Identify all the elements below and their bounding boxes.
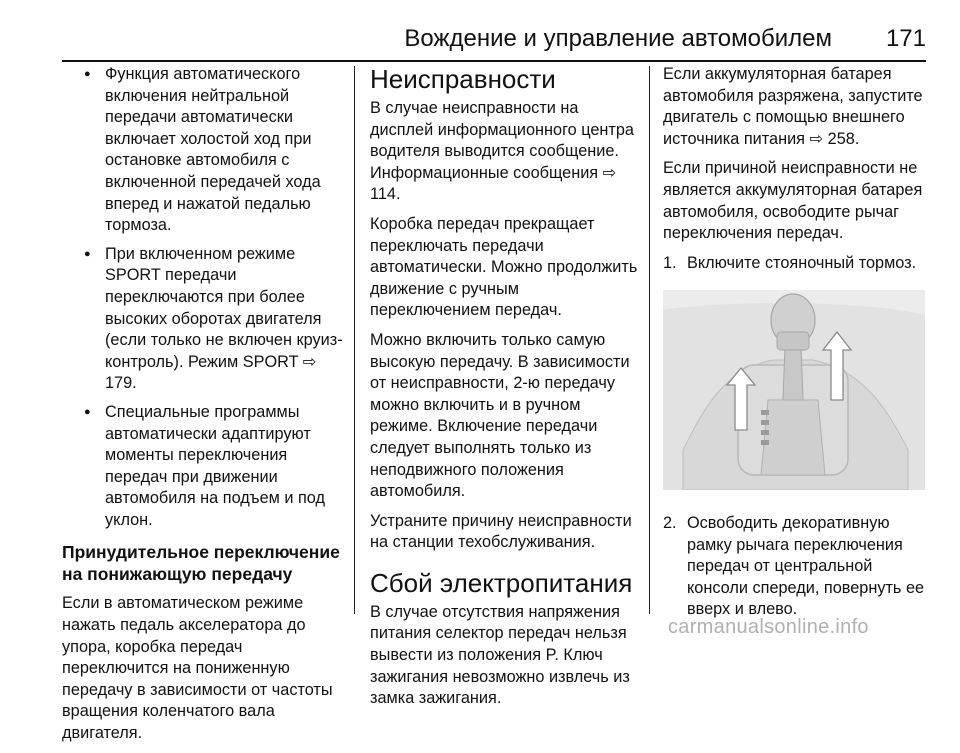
header-divider [62, 60, 926, 62]
section-heading-kickdown: Принудительное переключение на понижающую передачу [62, 542, 340, 585]
paragraph: Если причиной неисправности не является аккумуляторная батарея автомобиля, освободите рычаг переключения передач. [663, 159, 923, 243]
step-number: 2. [663, 513, 677, 532]
watermark: carmanualsonline.info [668, 616, 869, 638]
step-text: Включите стояночный тормоз. [687, 253, 917, 272]
column-middle [370, 64, 640, 718]
page-number: 171 [885, 25, 926, 52]
bullet-list [62, 64, 347, 531]
step-item [663, 513, 928, 621]
column-left [62, 64, 347, 753]
bullet-item: ● Специальные программы автоматически адаптируют моменты переключения передач при движении автомобиля на подъем и под уклон. [62, 402, 347, 532]
section-heading-power-failure: Сбой электропитания [370, 567, 633, 598]
column-divider-2 [649, 66, 650, 614]
section-heading-faults: Неисправности [370, 64, 556, 94]
page-title: Вождение и управление автомобилем [404, 25, 832, 52]
step-item [663, 253, 928, 275]
paragraph: Коробка передач прекращает переключать передачи автоматически. Можно продолжить движение с ручным переключением передач. [370, 214, 638, 320]
paragraph: Устраните причину неисправности на станции техобслуживания. [370, 511, 632, 552]
column-right [663, 64, 928, 629]
gear-lever-illustration [663, 290, 925, 490]
column-divider-1 [354, 66, 355, 614]
bullet-item: ● Функция автоматического включения нейтральной передачи автоматически включает холостой ход при остановке автомобиля с включенной передачей хода вперед и нажатой педалью тормоза. [62, 64, 347, 237]
paragraph: Можно включить только самую высокую передачу. В зависимости от неисправности, 2-ю передачу можно включить и в ручном режиме. Включение передачи следует выполнять только из неподвижного положения автомобиля. [370, 330, 630, 501]
step-text: Освободить декоративную рамку рычага переключения передач от центральной консоли спереди, повернуть ее вверх и влево. [687, 513, 925, 619]
paragraph: Если в автоматическом режиме нажать педаль акселератора до упора, коробка передач переключится на пониженную передачу в зависимости от частоты вращения коленчатого вала двигателя. [62, 594, 333, 743]
paragraph: В случае неисправности на дисплей информационного центра водителя выводится сообщение. Информационные сообщения ⇨ 114. [370, 99, 634, 204]
paragraph: В случае отсутствия напряжения питания селектор передач нельзя вывести из положения P. Ключ зажигания невозможно извлечь из замка зажигания. [370, 602, 630, 708]
paragraph: Если аккумуляторная батарея автомобиля разряжена, запустите двигатель с помощью внешнего источника питания ⇨ 258. [663, 65, 923, 148]
page-header [0, 0, 960, 62]
step-number: 1. [663, 253, 677, 272]
bullet-item: ● При включенном режиме SPORT передачи переключаются при более высоких оборотах двигателя (если только не включен круиз-контроль). Режим SPORT ⇨ 179. [62, 244, 347, 395]
